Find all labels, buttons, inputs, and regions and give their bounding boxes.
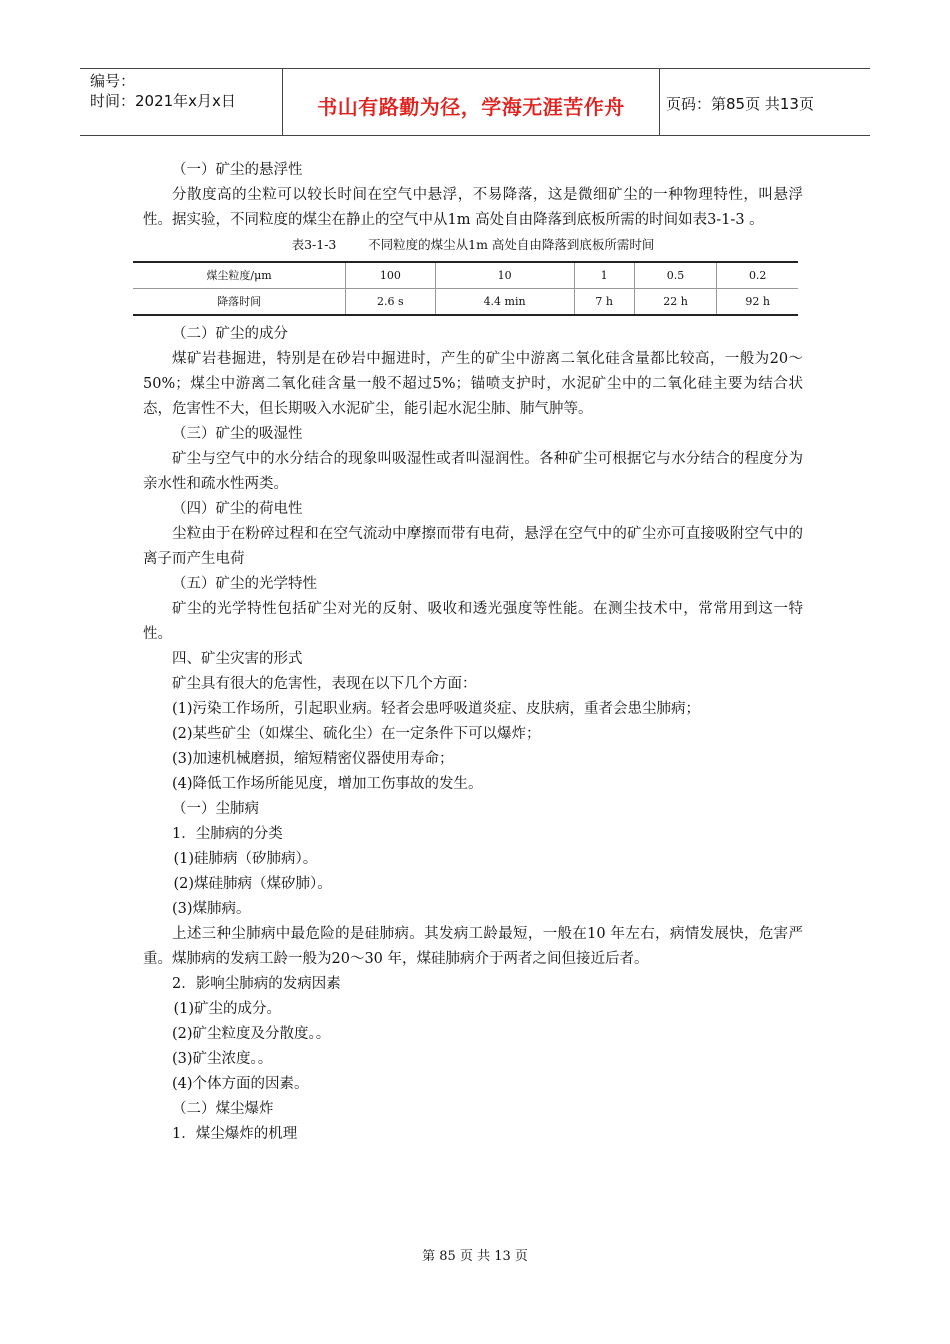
table-cell: 100 — [346, 262, 435, 289]
paragraph: 尘粒由于在粉碎过程和在空气流动中摩擦而带有电荷，悬浮在空气中的矿尘亦可直接吸附空气中的离子而产生电荷 — [143, 526, 803, 567]
section-title: （二）矿尘的成分 — [172, 326, 288, 342]
table-row — [133, 289, 798, 316]
list-item: (2)煤硅肺病（煤矽肺）。 — [173, 876, 332, 892]
list-item: (4)个体方面的因素。 — [172, 1076, 309, 1092]
section-title: （一）矿尘的悬浮性 — [172, 162, 303, 178]
table-cell: 0.2 — [717, 262, 798, 289]
paragraph: 煤矿岩巷掘进，特别是在砂岩中掘进时，产生的矿尘中游离二氧化硅含量都比较高，一般为20～50%；煤尘中游离二氧化硅含量一般不超过5%；锚喷支护时，水泥矿尘中的二氧化硅主要为结合状态，危害性不大，但长期吸入水泥矿尘，能引起水泥尘肺、肺气肿等。 — [143, 351, 803, 417]
header-motto-cell — [283, 69, 660, 135]
table-cell: 92 h — [717, 289, 798, 316]
list-item: (4)降低工作场所能见度，增加工伤事故的发生。 — [172, 776, 483, 792]
table-row — [133, 262, 798, 289]
subsection-title: 1．尘肺病的分类 — [172, 826, 283, 842]
table-cell: 22 h — [634, 289, 717, 316]
page-footer: 第 85 页 共 13 页 — [422, 1249, 528, 1264]
list-item: (2)矿尘粒度及分散度。。 — [172, 1026, 331, 1042]
paragraph: 矿尘与空气中的水分结合的现象叫吸湿性或者叫湿润性。各种矿尘可根据它与水分结合的程度分为亲水性和疏水性两类。 — [143, 451, 803, 492]
date-label: 时间：2021年x月x日 — [90, 92, 236, 110]
table-caption: 表3-1-3 不同粒度的煤尘从1m 高处自由降落到底板所需时间 — [291, 237, 655, 252]
data-table — [133, 261, 798, 316]
table-cell: 0.5 — [634, 262, 717, 289]
paragraph: 分散度高的尘粒可以较长时间在空气中悬浮，不易降落，这是微细矿尘的一种物理特性，叫悬浮性。据实验，不同粒度的煤尘在静止的空气中从1m 高处自由降落到底板所需的时间如表3-1-3 。 — [143, 187, 803, 228]
header-right — [660, 69, 870, 135]
header-motto: 书山有路勤为径，学海无涯苦作舟 — [317, 95, 625, 119]
table-cell: 煤尘粒度/μm — [133, 262, 346, 289]
code-label: 编号： — [90, 72, 136, 90]
header-page-info: 页码：第85页 共13页 — [666, 95, 814, 113]
table-cell: 4.4 min — [435, 289, 574, 316]
table-cell: 2.6 s — [346, 289, 435, 316]
section-title: （三）矿尘的吸湿性 — [172, 426, 303, 442]
section-title: 四、矿尘灾害的形式 — [172, 651, 303, 667]
section-title: （二）煤尘爆炸 — [172, 1101, 274, 1117]
header-left — [80, 69, 283, 135]
table-cell: 10 — [435, 262, 574, 289]
list-item: (3)煤肺病。 — [172, 901, 251, 917]
section-title: （四）矿尘的荷电性 — [172, 501, 303, 517]
document-body — [143, 158, 803, 1147]
table-cell: 1 — [574, 262, 634, 289]
list-item: (1)污染工作场所，引起职业病。轻者会患呼吸道炎症、皮肤病，重者会患尘肺病； — [172, 701, 701, 717]
section-title: （五）矿尘的光学特性 — [172, 576, 317, 592]
list-item: (1)矿尘的成分。 — [173, 1001, 281, 1017]
subsection-title: 2．影响尘肺病的发病因素 — [172, 976, 341, 992]
table-cell: 7 h — [574, 289, 634, 316]
section-title: （一）尘肺病 — [172, 801, 259, 817]
table-cell: 降落时间 — [133, 289, 346, 316]
list-item: (1)硅肺病（矽肺病）。 — [173, 851, 318, 867]
list-item: (3)加速机械磨损，缩短精密仪器使用寿命； — [172, 751, 454, 767]
page-header — [80, 68, 870, 136]
list-item: (2)某些矿尘（如煤尘、硫化尘）在一定条件下可以爆炸； — [172, 726, 541, 742]
paragraph: 矿尘具有很大的危害性，表现在以下几个方面： — [172, 676, 477, 692]
subsection-title: 1．煤尘爆炸的机理 — [172, 1126, 298, 1142]
paragraph: 上述三种尘肺病中最危险的是硅肺病。其发病工龄最短，一般在10 年左右，病情发展快，危害严重。煤肺病的发病工龄一般为20～30 年，煤硅肺病介于两者之间但接近后者。 — [143, 926, 803, 967]
list-item: (3)矿尘浓度。。 — [172, 1051, 273, 1067]
paragraph: 矿尘的光学特性包括矿尘对光的反射、吸收和透光强度等性能。在测尘技术中，常常用到这一特性。 — [143, 601, 803, 642]
